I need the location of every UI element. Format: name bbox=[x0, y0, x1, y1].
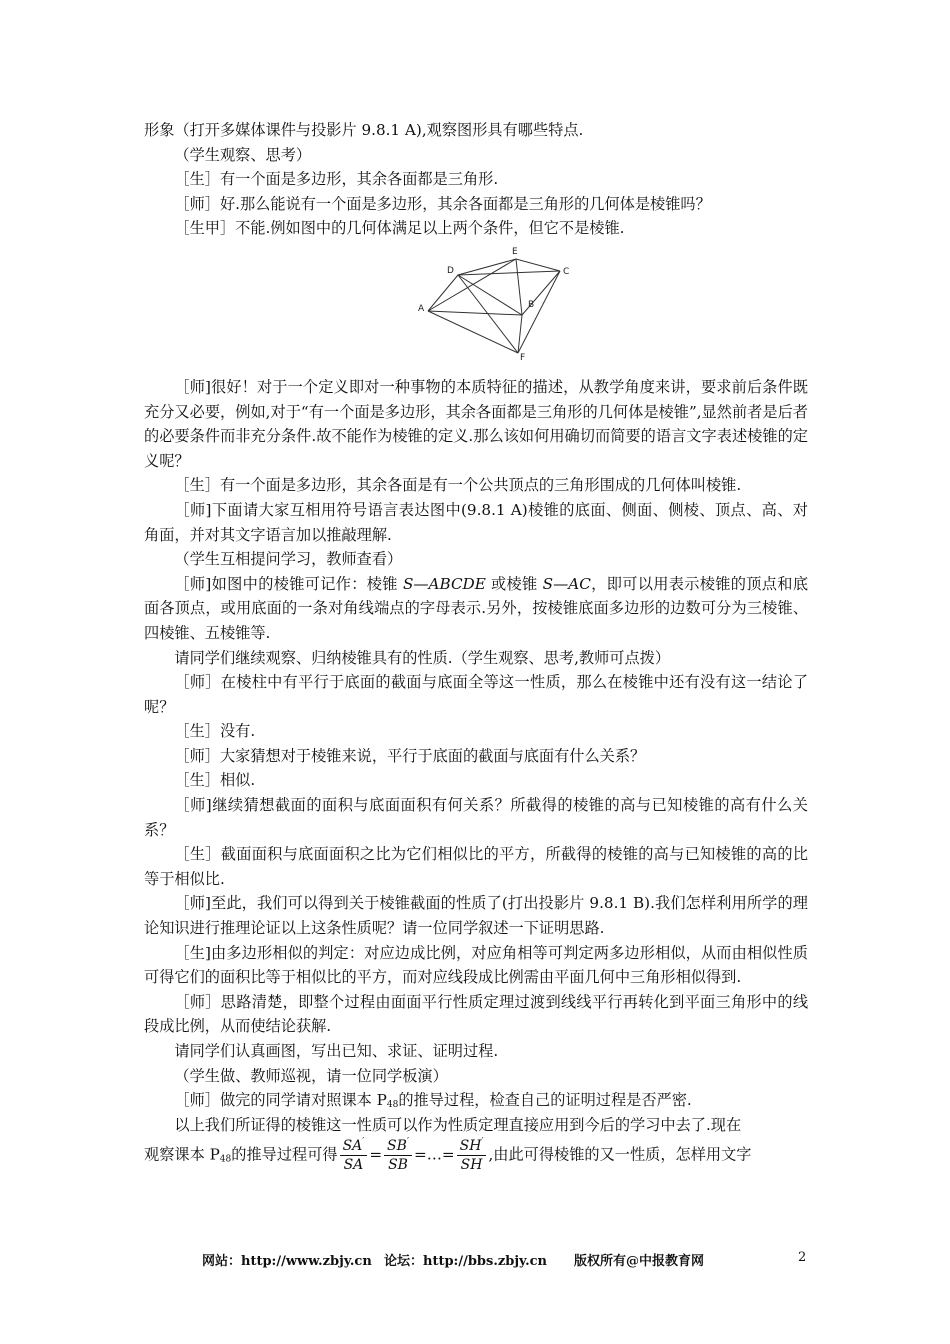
numerator: SA bbox=[342, 1138, 363, 1155]
paragraph: ［师］大家猜想对于棱锥来说，平行于底面的截面与底面有什么关系？ bbox=[174, 746, 646, 765]
footer-website: 网站：http://www.zbjy.cn bbox=[202, 1254, 372, 1269]
paragraph: ［师]继续猜想截面的面积与底面面积有何关系？所截得的棱锥的高与已知棱锥的高有什么关系？ bbox=[144, 796, 808, 839]
text-run: 的推导过程可得 bbox=[231, 1145, 338, 1164]
text-run: 的推导过程，检查自己的证明过程是否严密. bbox=[398, 1091, 692, 1110]
fraction-sb bbox=[384, 1137, 412, 1174]
paragraph: ［生］截面面积与底面面积之比为它们相似比的平方，所截得的棱锥的高与已知棱锥的高的比等于相似比. bbox=[144, 845, 808, 888]
paragraph: ［师]至此，我们可以得到关于棱锥截面的性质了(打出投影片 9.8.1 B).我们怎样利用所学的理论知识进行推理论证以上这条性质呢？请一位同学叙述一下证明思路. bbox=[144, 894, 808, 938]
paragraph: 以上我们所证得的棱锥这一性质可以作为性质定理直接应用到今后的学习中去了.现在 bbox=[174, 1115, 742, 1134]
paragraph: ［师]很好！对于一个定义即对一种事物的本质特征的描述，从教学角度来讲，要求前后条件既充分又必要，例如,对于“有一个面是多边形，其余各面都是三角形的几何体是棱锥”,显然前者是后者的必要条件而非充分条件.故不能作为棱锥的定义.那么该如何用确切而简要的语言文字表述棱锥的定义呢？ bbox=[144, 377, 808, 470]
paragraph: （学生互相提问学习，教师查看） bbox=[174, 550, 403, 569]
vertex-label-c: C bbox=[563, 266, 570, 277]
body-text bbox=[144, 118, 808, 1174]
numerator: SH bbox=[459, 1138, 482, 1155]
text-run: 观察课本 P bbox=[144, 1145, 220, 1164]
subscript: 48 bbox=[386, 1100, 399, 1111]
denominator: SA bbox=[343, 1157, 364, 1174]
denominator: SH bbox=[460, 1157, 483, 1174]
prime-mark: ′ bbox=[481, 1137, 484, 1148]
text-run: ,由此可得棱锥的又一性质，怎样用文字 bbox=[488, 1145, 752, 1164]
paragraph: （学生观察、思考） bbox=[174, 145, 312, 164]
text-run: 或棱锥 bbox=[485, 574, 543, 593]
fraction-sa bbox=[340, 1137, 368, 1174]
paragraph: ［生］有一个面是多边形，其余各面是有一个公共顶点的三角形围成的几何体叫棱锥. bbox=[174, 476, 742, 495]
page-number: 2 bbox=[798, 1250, 807, 1265]
paragraph: 请同学们认真画图，写出已知、求证、证明过程. bbox=[174, 1042, 499, 1060]
numerator: SB bbox=[387, 1138, 407, 1155]
equals-ellipsis: =…= bbox=[413, 1145, 455, 1164]
vertex-label-f: F bbox=[520, 352, 526, 361]
page-footer bbox=[202, 1250, 812, 1270]
math-run: S—ABCDE bbox=[402, 574, 486, 593]
paragraph: ［师］好.那么能说有一个面是多边形，其余各面都是三角形的几何体是棱锥吗？ bbox=[174, 194, 711, 213]
solid-diagram bbox=[410, 243, 570, 361]
subscript: 48 bbox=[219, 1154, 232, 1165]
paragraph: ［生］相似. bbox=[174, 771, 256, 790]
prime-mark: ′ bbox=[406, 1137, 409, 1148]
paragraph: ［生甲］不能.例如图中的几何体满足以上两个条件，但它不是棱锥. bbox=[174, 219, 625, 238]
text-run: ［师］做完的同学请对照课本 P bbox=[174, 1091, 387, 1110]
footer-copyright: 版权所有@中报教育网 bbox=[574, 1254, 705, 1269]
text-run: ，即可以用表示棱锥的顶点和底面各顶点，或用底面的一条对角线端点的字母表示.另外，按棱锥底面多边形的边数可分为三棱锥、四棱锥、五棱锥等. bbox=[144, 574, 809, 642]
vertex-label-b: B bbox=[528, 299, 535, 310]
paragraph: 请同学们继续观察、归纳棱锥具有的性质.（学生观察、思考,教师可点拨） bbox=[174, 648, 671, 667]
fraction-sh bbox=[457, 1137, 487, 1174]
denominator: SB bbox=[388, 1157, 408, 1174]
paragraph: ［生]由多边形相似的判定：对应边成比例，对应角相等可判定两多边形相似，从而由相似性质可得它们的面积比等于相似比的平方，而对应线段成比例需由平面几何中三角形相似得到. bbox=[144, 943, 808, 987]
paragraph: （学生做、教师巡视，请一位同学板演） bbox=[174, 1066, 448, 1085]
paragraph bbox=[144, 1088, 808, 1113]
paragraph: ［师]下面请大家互相用符号语言表达图中(9.8.1 A)棱锥的底面、侧面、侧棱、顶点、高、对角面，并对其文字语言加以推敲理解. bbox=[144, 500, 808, 544]
vertex-label-e: E bbox=[512, 246, 518, 257]
paragraph: 形象（打开多媒体课件与投影片 9.8.1 A),观察图形具有哪些特点. bbox=[144, 121, 584, 139]
prime-mark: ′ bbox=[362, 1137, 365, 1148]
paragraph: ［生］没有. bbox=[174, 722, 256, 741]
math-run: S—AC bbox=[542, 574, 591, 593]
paragraph: ［师］思路清楚，即整个过程由面面平行性质定理过渡到线线平行再转化到平面三角形中的线段成比例，从而使结论获解. bbox=[144, 992, 808, 1036]
vertex-label-a: A bbox=[418, 303, 425, 314]
text-run: ［师]如图中的棱锥可记作：棱锥 bbox=[174, 574, 403, 593]
footer-forum: 论坛：http://bbs.zbjy.cn bbox=[384, 1254, 548, 1269]
equals-sign: = bbox=[369, 1145, 383, 1164]
geometry-figure bbox=[144, 243, 808, 365]
paragraph: ［师］在棱柱中有平行于底面的截面与底面全等这一性质，那么在棱锥中还有没有这一结论了呢？ bbox=[144, 673, 808, 716]
formula-line bbox=[144, 1137, 808, 1174]
paragraph: ［生］有一个面是多边形，其余各面都是三角形. bbox=[174, 170, 499, 189]
paragraph bbox=[144, 572, 808, 646]
vertex-label-d: D bbox=[447, 265, 454, 276]
